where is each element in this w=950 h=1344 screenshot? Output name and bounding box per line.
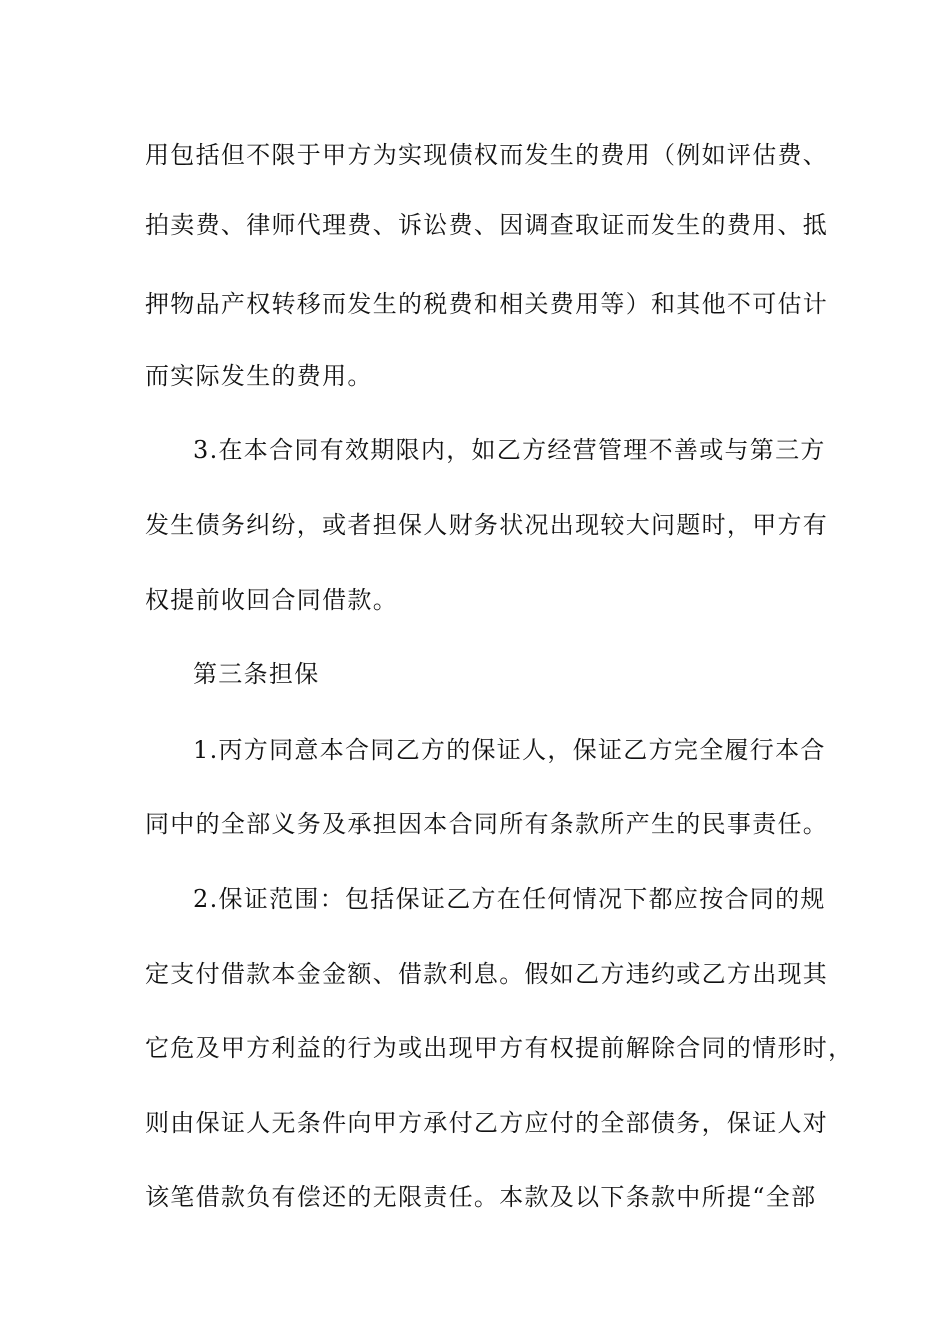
text-line: 权提前收回合同借款。 xyxy=(145,586,398,614)
section-heading: 第三条担保 xyxy=(193,660,320,688)
text-line: 同中的全部义务及承担因本合同所有条款所产生的民事责任。 xyxy=(145,810,829,838)
text-line: 押物品产权转移而发生的税费和相关费用等）和其他不可估计 xyxy=(145,290,829,318)
text-line: 拍卖费、律师代理费、诉讼费、因调查取证而发生的费用、抵 xyxy=(145,211,829,239)
text-line: 3.在本合同有效期限内，如乙方经营管理不善或与第三方 xyxy=(193,436,826,464)
text-line: 该笔借款负有偿还的无限责任。本款及以下条款中所提“全部 xyxy=(145,1183,817,1211)
text-line: 则由保证人无条件向甲方承付乙方应付的全部债务，保证人对 xyxy=(145,1109,829,1137)
text-line: 用包括但不限于甲方为实现债权而发生的费用（例如评估费、 xyxy=(145,141,829,169)
text-line: 它危及甲方利益的行为或出现甲方有权提前解除合同的情形时， xyxy=(145,1034,854,1062)
text-line: 而实际发生的费用。 xyxy=(145,362,373,390)
text-line: 定支付借款本金金额、借款利息。假如乙方违约或乙方出现其 xyxy=(145,960,829,988)
text-line: 2.保证范围：包括保证乙方在任何情况下都应按合同的规 xyxy=(193,885,826,913)
text-line: 发生债务纠纷，或者担保人财务状况出现较大问题时，甲方有 xyxy=(145,511,829,539)
text-line: 1.丙方同意本合同乙方的保证人，保证乙方完全履行本合 xyxy=(193,736,826,764)
